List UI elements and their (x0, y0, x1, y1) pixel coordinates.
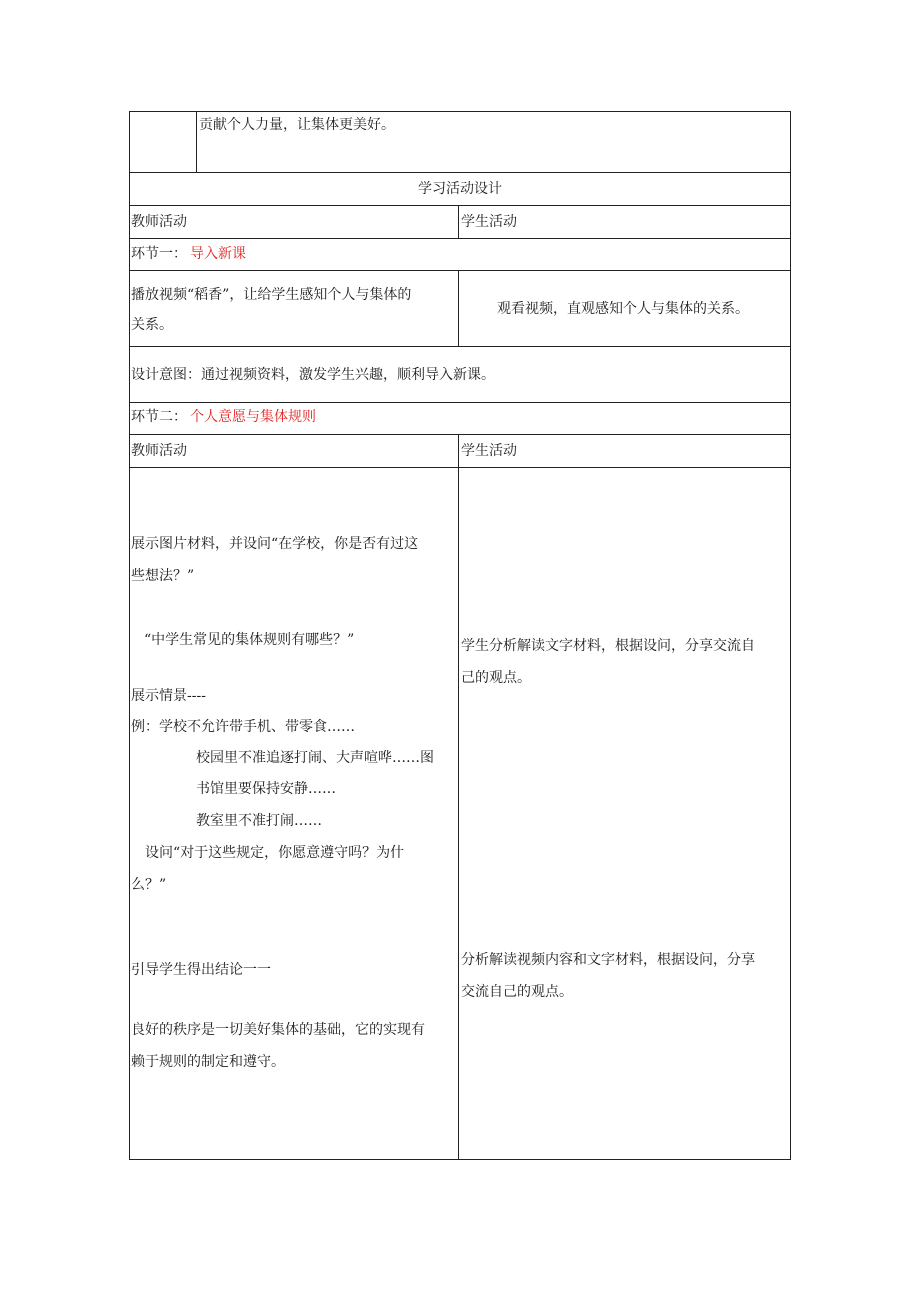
student-header: 学生活动 (461, 214, 517, 230)
stage2-teacher-line-3: “中学生常见的集体规则有哪些？” (144, 632, 355, 648)
stage2-prefix: 环节二： (131, 409, 187, 425)
stage1-teacher-cell (130, 271, 459, 346)
header-row-2 (130, 435, 790, 468)
stage1-content-row (130, 271, 790, 347)
section-title: 学习活动设计 (418, 181, 502, 197)
stage2-teacher-line-9: 设问“对于这些规定，你愿意遵守吗？为什 (145, 845, 405, 861)
teacher-header: 教师活动 (131, 214, 187, 230)
teacher-header-cell (130, 206, 459, 238)
empty-left-cell (130, 112, 197, 172)
table-row-top (130, 112, 790, 173)
stage2-teacher-line-2: 些想法？” (131, 568, 195, 584)
stage1-title: 导入新课 (190, 246, 246, 262)
stage2-teacher-line-5: 例：学校不允许带手机、带零食…… (131, 719, 355, 735)
stage1-teacher-line-2: 关系。 (131, 317, 173, 333)
stage2-teacher-cell (130, 468, 459, 1159)
stage1-student-cell (459, 271, 790, 346)
teacher-header-cell-2 (130, 435, 459, 467)
stage2-teacher-line-1: 展示图片材料，并设问“在学校，你是否有过这 (131, 536, 419, 552)
stage1-student-text: 观看视频，直观感知个人与集体的关系。 (497, 301, 749, 317)
stage2-teacher-line-4: 展示情景---- (131, 688, 206, 704)
stage2-student-b-line-2: 交流自己的观点。 (461, 984, 573, 1000)
stage1-title-row (130, 239, 790, 271)
stage2-student-b-line-1: 分析解读视频内容和文字材料，根据设问，分享 (461, 952, 755, 968)
stage2-teacher-line-12: 良好的秩序是一切美好集体的基础，它的实现有 (131, 1022, 425, 1038)
design-intent-row (130, 347, 790, 403)
stage2-title: 个人意愿与集体规则 (190, 409, 316, 425)
stage2-title-row (130, 403, 790, 435)
header-row-1 (130, 206, 790, 239)
stage2-teacher-line-8: 教室里不准打闹…… (196, 813, 322, 829)
goal-text: 贡献个人力量，让集体更美好。 (199, 117, 395, 133)
stage1-prefix: 环节一： (131, 246, 187, 262)
stage1-teacher-line-1: 播放视频“稻香”，让给学生感知个人与集体的 (131, 287, 412, 303)
stage2-teacher-line-7: 书馆里要保持安静…… (196, 781, 336, 797)
student-header-2: 学生活动 (461, 443, 517, 459)
stage2-content-row (130, 468, 790, 1159)
student-header-cell (459, 206, 790, 238)
design-intent-text: 设计意图：通过视频资料，激发学生兴趣，顺利导入新课。 (131, 367, 495, 383)
section-title-row (130, 173, 790, 206)
lesson-plan-table (129, 111, 791, 1160)
student-header-cell-2 (459, 435, 790, 467)
stage2-teacher-line-13: 赖于规则的制定和遵守。 (131, 1054, 285, 1070)
stage2-student-a-line-2: 己的观点。 (461, 670, 531, 686)
stage2-student-a-line-1: 学生分析解读文字材料，根据设问，分享交流自 (461, 638, 755, 654)
stage2-teacher-line-11: 引导学生得出结论一一 (131, 962, 271, 978)
goal-cell (197, 112, 790, 172)
teacher-header-2: 教师活动 (131, 443, 187, 459)
stage2-teacher-line-6: 校园里不准追逐打闹、大声喧哗……图 (196, 750, 434, 766)
stage2-teacher-line-10: 么？” (131, 877, 167, 893)
stage2-student-cell (459, 468, 790, 1159)
